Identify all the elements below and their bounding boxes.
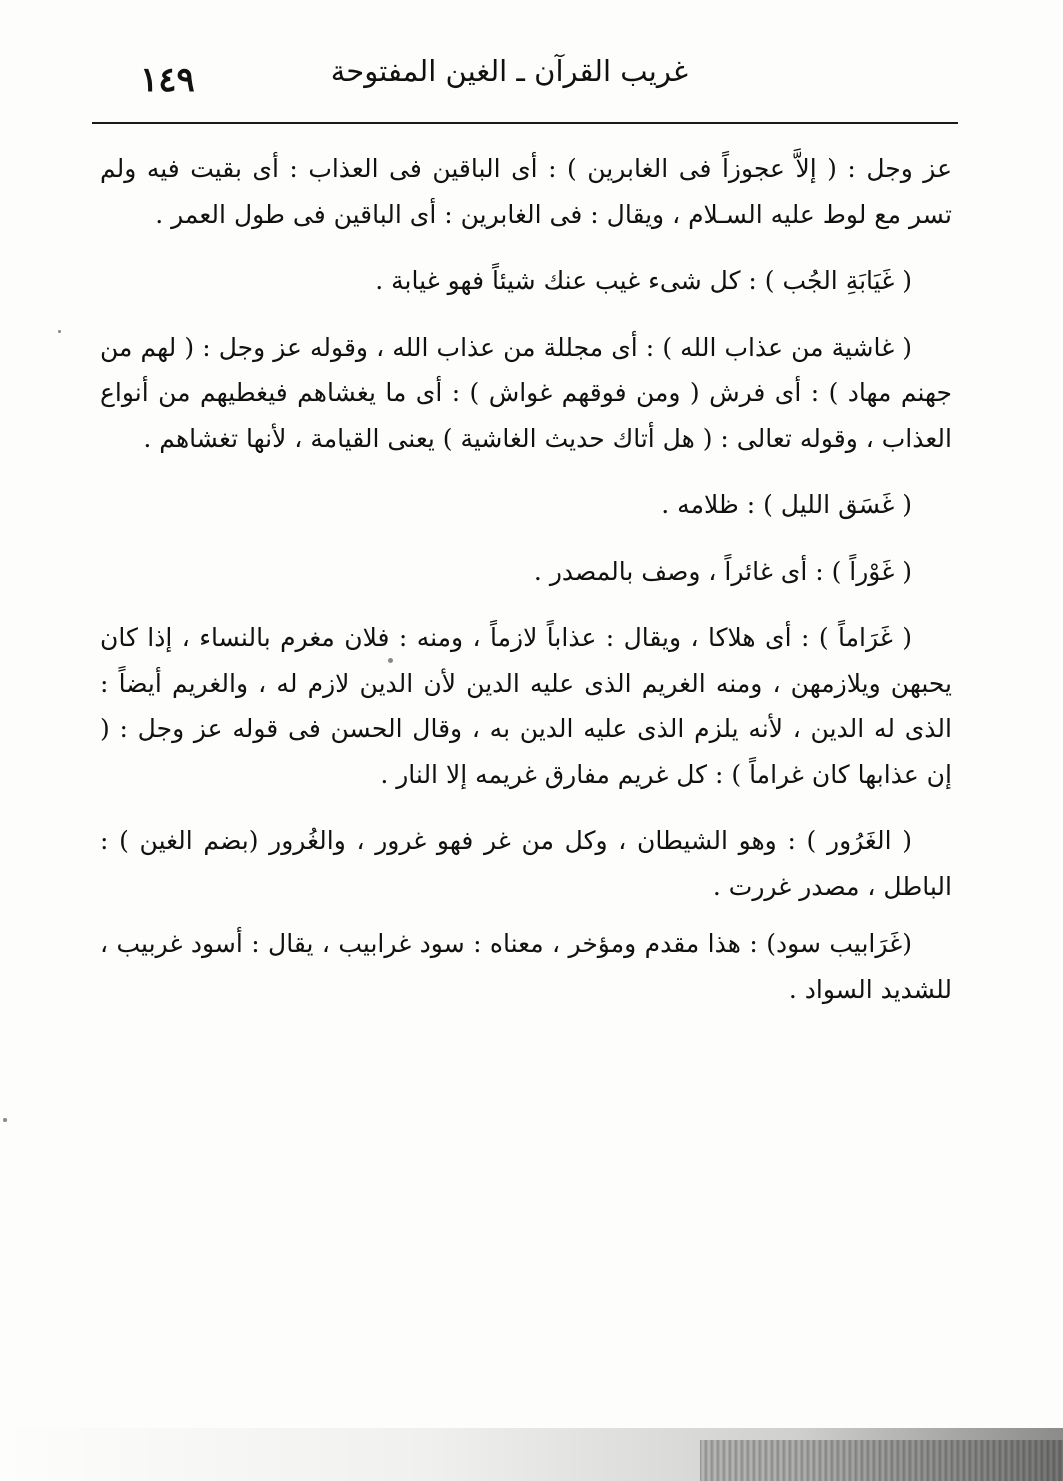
header-divider xyxy=(92,122,958,124)
entry-gharam: ( غَرَاماً ) : أى هلاكا ، ويقال : عذاباً لازماً ، ومنه : فلان مغرم بالنساء ، إذا كان يحبهن ويلازمهن ، ومنه الغريم الذى عليه الدين لأن الدين لازم له ، والغريم أيضاً : الذى له الدين ، لأنه يلزم الذى عليه الدين به ، وقال الحسن فى قوله عز وجل : ( إن عذابها كان غراماً ) : كل غريم مفارق غريمه إلا النار . xyxy=(100,623,952,789)
entry-ghasaq: ( غَسَق الليل ) : ظلامه . xyxy=(661,490,912,519)
entry-gharur: ( الغَرُور ) : وهو الشيطان ، وكل من غر فهو غرور ، والغُرور (بضم الغين ) : الباطل ، مصدر غررت . xyxy=(100,826,952,901)
scan-noise-edge xyxy=(700,1440,1063,1481)
running-header xyxy=(92,52,958,120)
entry-gharabib: (غَرَابيب سود) : هذا مقدم ومؤخر ، معناه : سود غرابيب ، يقال : أسود غربيب ، للشديد السواد . xyxy=(100,929,952,1004)
entry-ghayabat: ( غَيَابَةِ الجُب ) : كل شىء غيب عنك شيئاً فهو غيابة . xyxy=(375,266,912,295)
page-body xyxy=(100,146,952,1012)
entry-ghashiya: ( غاشية من عذاب الله ) : أى مجللة من عذاب الله ، وقوله عز وجل : ( لهم من جهنم مهاد ) : أى فرش ( ومن فوقهم غواش ) : أى ما يغشاهم فيغطيهم من أنواع العذاب ، وقوله تعالى : ( هل أتاك حديث الغاشية ) يعنى القيامة ، لأنها تغشاهم . xyxy=(100,332,952,453)
entry-ghabirin: عز وجل : ( إلاَّ عجوزاً فى الغابرين ) : أى الباقين فى العذاب : أى بقيت فيه ولم تسر مع لوط عليه السـلام ، ويقال : فى الغابرين : أى الباقين فى طول العمر . xyxy=(100,154,952,229)
scan-speck xyxy=(58,330,61,333)
scan-speck xyxy=(388,658,393,663)
scan-speck xyxy=(3,1118,7,1122)
page-number: ١٤٩ xyxy=(140,60,195,100)
entry-ghawr: ( غَوْراً ) : أى غائراً ، وصف بالمصدر . xyxy=(533,556,912,586)
running-header-title: غريب القرآن ـ الغين المفتوحة xyxy=(330,54,688,88)
